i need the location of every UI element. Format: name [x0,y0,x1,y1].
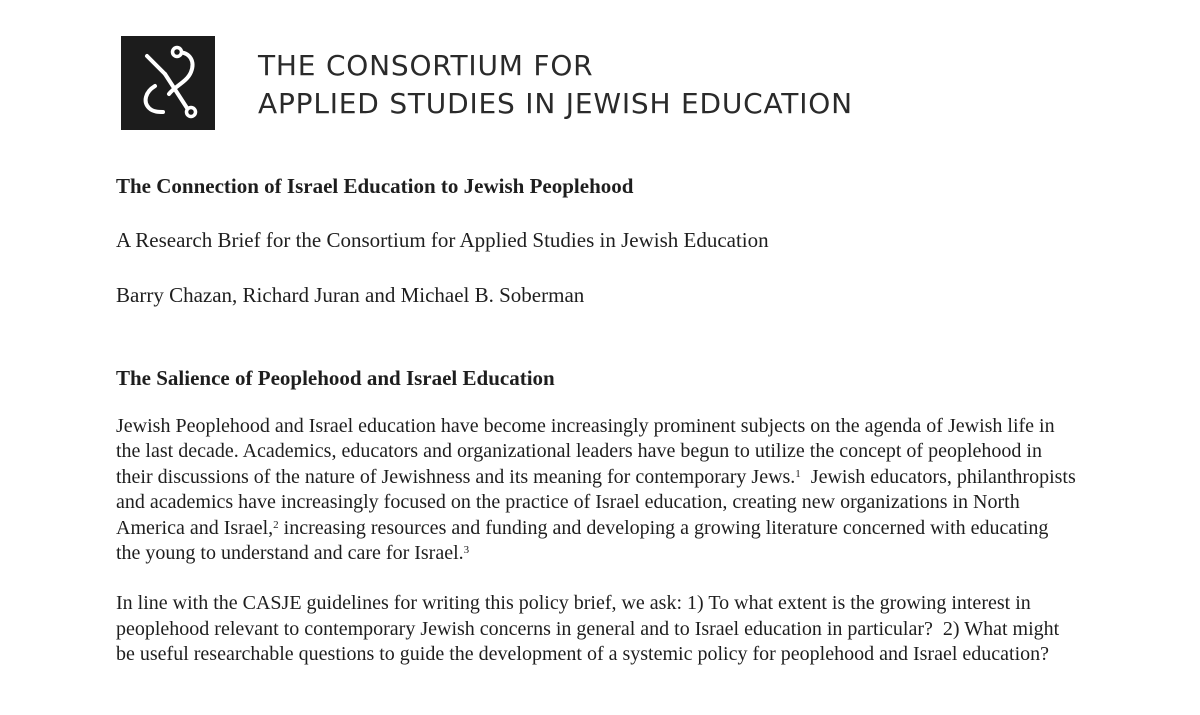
paragraph-1 [116,414,1081,566]
casje-logo-icon [121,36,215,130]
paragraph-1-part3: increasing resources and funding and developing a growing literature concerned with educating the young to understand and care for Israel. [116,516,1054,565]
footnote-marker-3[interactable]: 3 [463,544,470,557]
footnote-marker-2[interactable]: 2 [273,518,279,531]
organization-name-line2: APPLIED STUDIES IN JEWISH EDUCATION [258,87,853,120]
section-heading: The Salience of Peoplehood and Israel Education [116,366,555,390]
organization-name [258,47,853,123]
footnote-marker-1[interactable]: 1 [795,467,801,480]
document-authors: Barry Chazan, Richard Juran and Michael B. Soberman [116,283,585,307]
document-title: The Connection of Israel Education to Jewish Peoplehood [116,174,634,198]
document-subtitle: A Research Brief for the Consortium for Applied Studies in Jewish Education [116,228,769,252]
document-body [116,170,1081,668]
paragraph-1-part1: Jewish Peoplehood and Israel education have become increasingly prominent subjects on the agenda of Jewish life in the last decade. Academics, educators and organizational leaders have begun to utilize the concept of peoplehood in their discussions of the nature of Jewishness and its meaning for contemporary Jews. [116,415,1055,488]
paragraph-1-part2: Jewish educators, philanthropists and academics have increasingly focused on the practice of Israel education, creating new organizations in North America and Israel, [116,465,1081,539]
organization-name-line1: THE CONSORTIUM FOR [258,49,594,82]
paragraph-2: In line with the CASJE guidelines for writing this policy brief, we ask: 1) To what extent is the growing interest in peoplehood relevant to contemporary Jewish concerns in general and to Israel education in particular? 2) What might be useful researchable questions to guide the development of a systemic policy for peoplehood and Israel education? [116,592,1065,666]
